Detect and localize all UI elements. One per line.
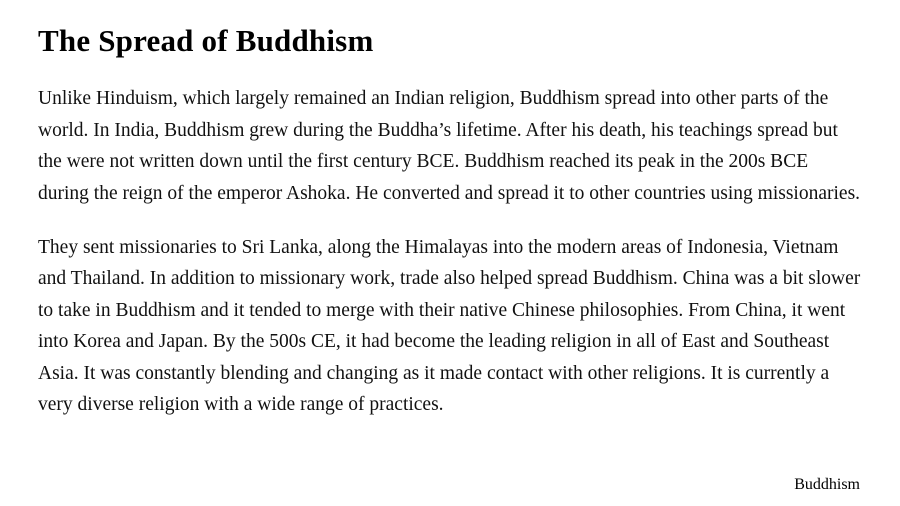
page-title: The Spread of Buddhism [38,23,374,58]
slide-body [38,83,862,421]
paragraph-2: They sent missionaries to Sri Lanka, along the Himalayas into the modern areas of Indonesia, Vietnam and Thailand. In addition to missionary work, trade also helped spread Buddhism. China was a bit slower to take in Buddhism and it tended to merge with their native Chinese philosophies. From China, it went into Korea and Japan. By the 500s CE, it had become the leading religion in all of East and Southeast Asia. It was constantly blending and changing as it made contact with other religions. It is currently a very diverse religion with a wide range of practices. [38,236,861,416]
paragraph-1: Unlike Hinduism, which largely remained an Indian religion, Buddhism spread into other parts of the world. In India, Buddhism grew during the Buddha’s lifetime. After his death, his teachings spread but the were not written down until the first century BCE. Buddhism reached its peak in the 200s BCE during the reign of the emperor Ashoka. He converted and spread it to other countries using missionaries. [38,88,861,204]
slide-footer-label: Buddhism [794,475,860,493]
